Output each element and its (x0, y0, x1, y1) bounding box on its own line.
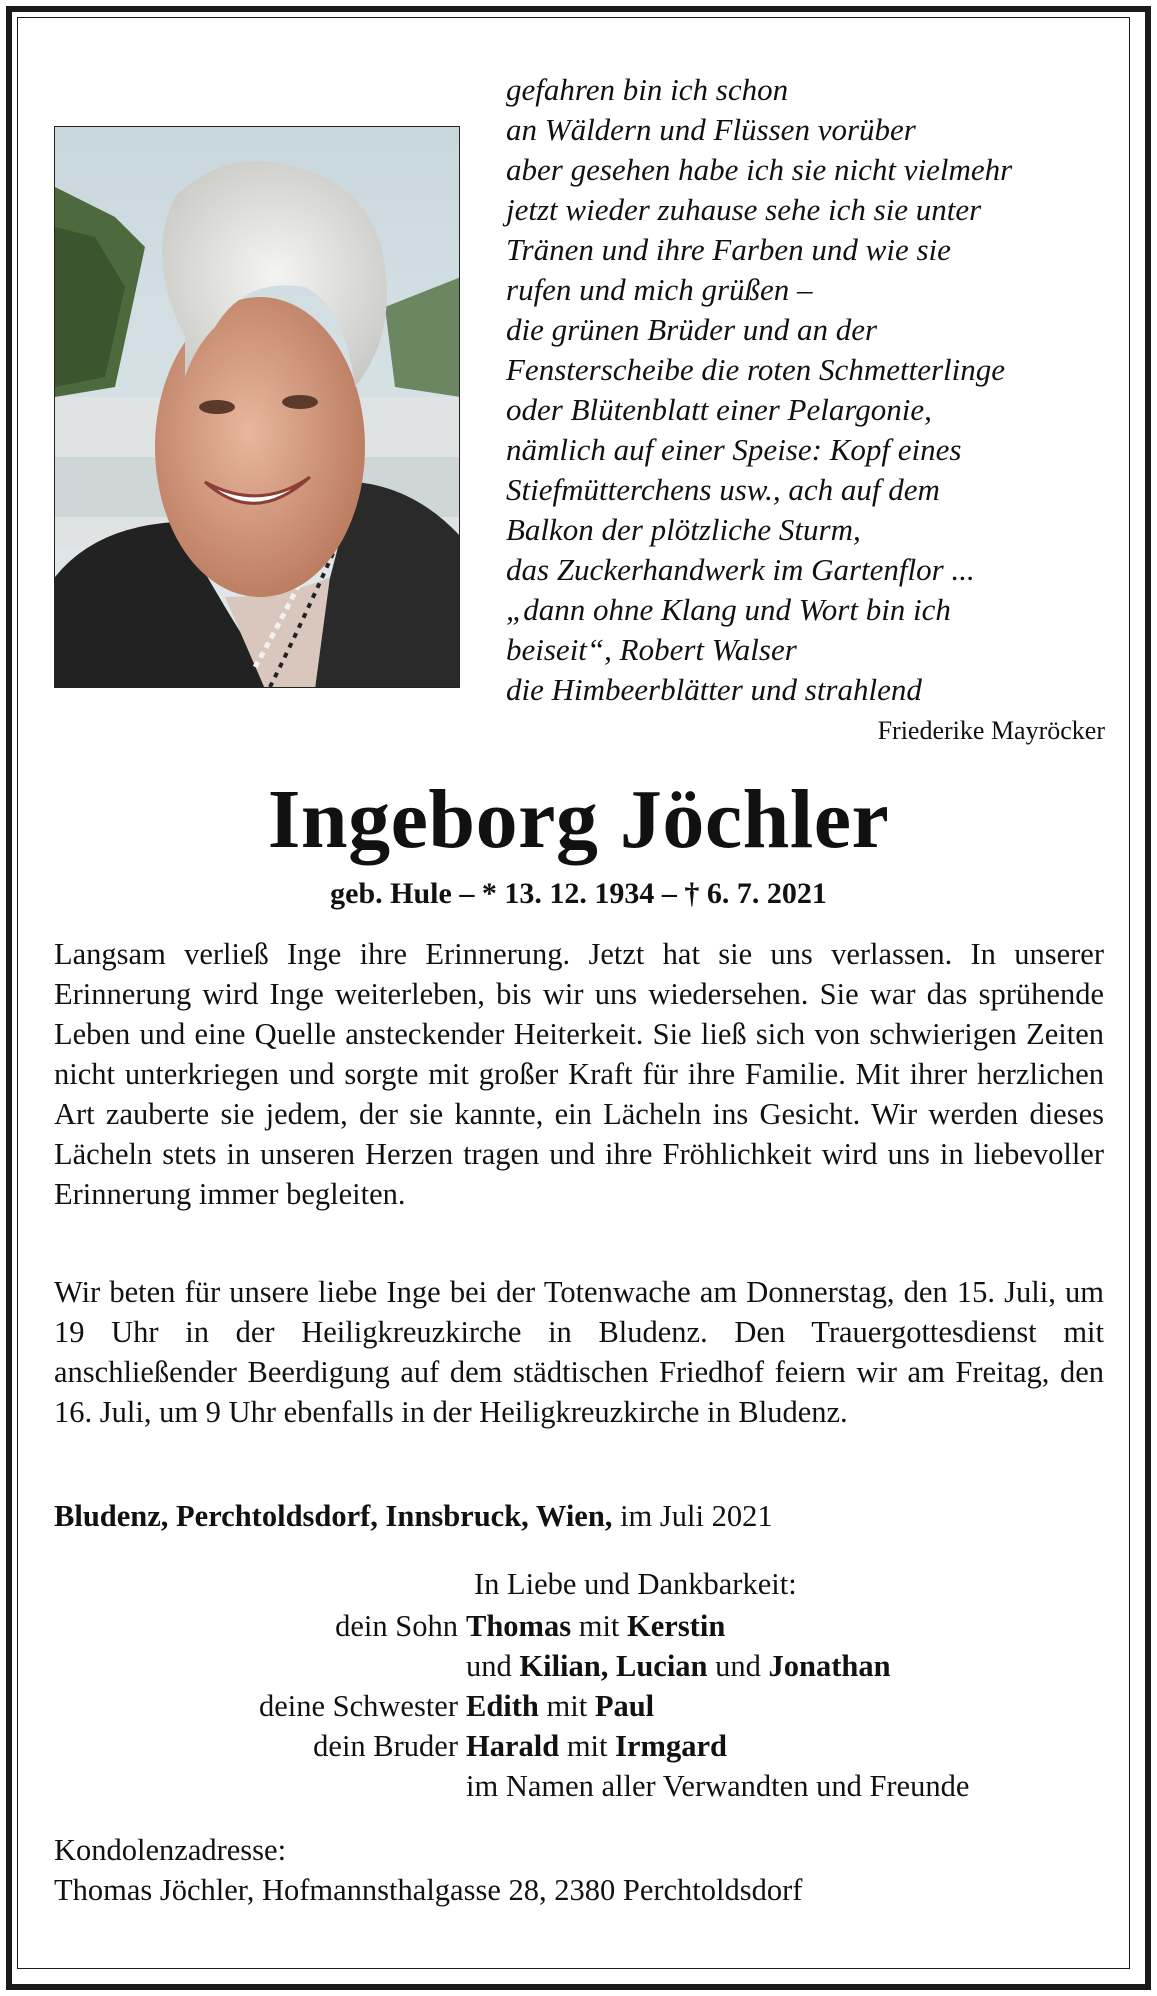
connector: und (466, 1649, 512, 1683)
poem-line: jetzt wieder zuhause sehe ich sie unter (506, 192, 982, 227)
poem-line: „dann ohne Klang und Wort bin ich (506, 592, 951, 627)
poem-line: Balkon der plötzliche Sturm, (506, 512, 861, 547)
place-and-date (54, 1496, 773, 1536)
closing-line: im Namen aller Verwandten und Freunde (466, 1769, 970, 1803)
poem-line: Tränen und ihre Farben und wie sie (506, 232, 951, 267)
family-row-brother (0, 1726, 1157, 1766)
funeral-info-paragraph: Wir beten für unsere liebe Inge bei der Totenwache am Donnerstag, den 15. Juli, um 19 Uhr in der Heiligkreuzkirche in Bludenz. Den Trauergottesdienst mit anschließender Beerdigung auf dem städtischen Friedhof feiern wir am Freitag, den 16. Juli, um 9 Uhr ebenfalls in der Heiligkreuzkirche in Bludenz. (54, 1275, 1104, 1429)
family-row-sister (0, 1686, 1157, 1726)
relation-label: dein Sohn (335, 1609, 458, 1643)
deceased-name: Ingeborg Jöchler (267, 773, 890, 866)
family-row-closing (0, 1766, 1157, 1806)
son-partner-name: Kerstin (627, 1609, 726, 1643)
poem-line: die grünen Brüder und an der (506, 312, 878, 347)
poem-line: beiseit“, Robert Walser (506, 632, 797, 667)
poem-line: das Zuckerhandwerk im Gartenflor ... (506, 552, 975, 587)
sister-partner-name: Paul (594, 1689, 655, 1723)
family-row-grandchildren (0, 1646, 1157, 1686)
family-names (466, 1606, 725, 1646)
connector: und (715, 1649, 761, 1683)
poem-line: rufen und mich grüßen – (506, 272, 813, 307)
brother-partner-name: Irmgard (615, 1729, 727, 1763)
poem-author: Friederike Mayröcker (877, 716, 1105, 745)
poem-line: aber gesehen habe ich sie nicht vielmehr (506, 152, 1013, 187)
condolence-address (54, 1830, 802, 1910)
poem-line: Stiefmütterchens usw., ach auf dem (506, 472, 940, 507)
grandchildren-names: Kilian, Lucian (519, 1649, 708, 1683)
condolence-address-text: Thomas Jöchler, Hofmannsthalgasse 28, 2380 Perchtoldsdorf (54, 1873, 803, 1907)
son-name: Thomas (466, 1609, 572, 1643)
poem-line: die Himbeerblätter und strahlend (506, 672, 922, 707)
brother-name: Harald (466, 1729, 560, 1763)
birth-death-dates: geb. Hule – * 13. 12. 1934 – † 6. 7. 2021 (330, 877, 827, 910)
relation-label: dein Bruder (313, 1729, 458, 1763)
thanks-intro: In Liebe und Dankbarkeit: (474, 1567, 797, 1601)
sister-name: Edith (466, 1689, 539, 1723)
grandchild-name: Jonathan (768, 1649, 891, 1683)
connector: mit (578, 1609, 620, 1643)
family-names (466, 1646, 891, 1686)
family-names (466, 1686, 654, 1726)
poem-line: an Wäldern und Flüssen vorüber (506, 112, 916, 147)
poem-line: nämlich auf einer Speise: Kopf eines (506, 432, 962, 467)
poem-line: gefahren bin ich schon (506, 72, 789, 107)
poem-line: Fensterscheibe die roten Schmetterlinge (506, 352, 1005, 387)
condolence-label: Kondolenzadresse: (54, 1833, 287, 1867)
obituary-paragraph: Langsam verließ Inge ihre Erinnerung. Jetzt hat sie uns verlassen. In unserer Erinnerung wird Inge weiterleben, bis wir uns wiedersehen. Sie war das sprühende Leben und eine Quelle ansteckender Heiterkeit. Sie ließ sich von schwierigen Zeiten nicht unterkriegen und sorgte mit großer Kraft für ihre Familie. Mit ihrer herzlichen Art zauberte sie jedem, der sie kannte, ein Lächeln ins Gesicht. Wir werden dieses Lächeln stets in unseren Herzen tragen und ihre Fröhlichkeit wird uns in liebevoller Erinnerung immer begleiten. (54, 937, 1104, 1211)
date: im Juli 2021 (620, 1499, 773, 1533)
poem (506, 70, 1106, 710)
family-row-son (0, 1606, 1157, 1646)
family-names (466, 1726, 727, 1766)
relation-label: deine Schwester (258, 1689, 458, 1723)
connector: mit (566, 1729, 608, 1763)
portrait-photo (54, 126, 460, 688)
connector: mit (546, 1689, 588, 1723)
family-list (0, 1606, 1157, 1806)
cities: Bludenz, Perchtoldsdorf, Innsbruck, Wien, (54, 1499, 613, 1533)
poem-line: oder Blütenblatt einer Pelargonie, (506, 392, 932, 427)
